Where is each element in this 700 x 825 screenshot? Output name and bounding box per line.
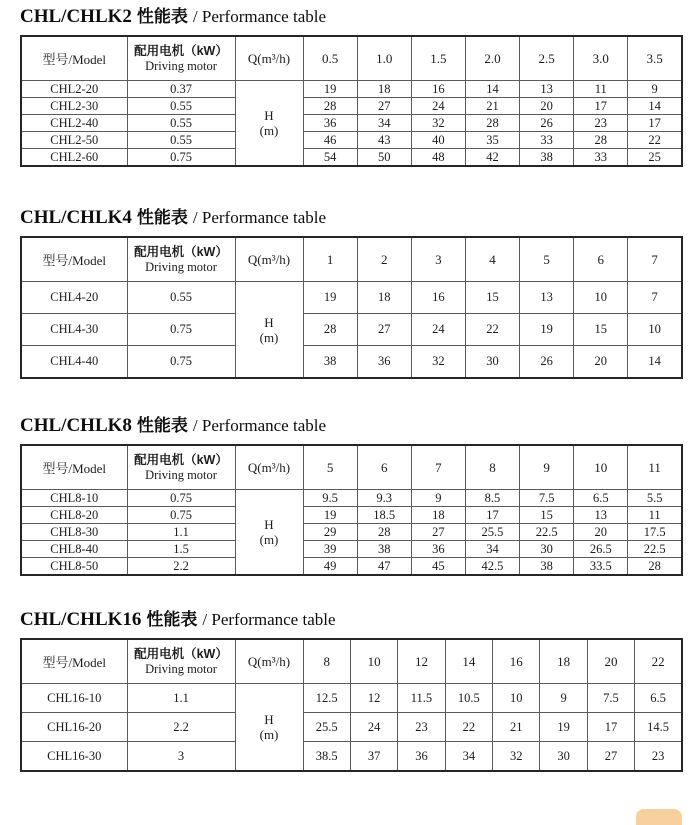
head-value-cell: 47 — [357, 558, 411, 576]
section-title-model-code: CHL/CHLK4 — [20, 207, 132, 228]
head-value-cell: 32 — [411, 346, 465, 379]
head-value-cell: 38 — [520, 558, 574, 576]
head-symbol: H — [264, 712, 274, 727]
head-symbol: H — [264, 108, 274, 123]
header-model: 型号/Model — [21, 237, 127, 282]
head-value-cell: 43 — [357, 132, 411, 149]
head-value-cell: 34 — [445, 742, 492, 772]
header-q-value: 5 — [520, 237, 574, 282]
head-value-cell: 32 — [411, 115, 465, 132]
model-cell: CHL16-10 — [21, 684, 127, 713]
performance-table — [20, 638, 683, 772]
head-value-cell: 48 — [411, 149, 465, 167]
head-unit: (m) — [259, 727, 279, 742]
performance-table — [20, 236, 683, 379]
header-q-value: 5 — [303, 445, 357, 490]
header-row — [21, 36, 682, 81]
head-value-cell: 26 — [520, 115, 574, 132]
table-row — [21, 314, 682, 346]
motor-power-cell: 0.75 — [127, 314, 235, 346]
head-value-cell: 11.5 — [398, 684, 445, 713]
head-value-cell: 19 — [303, 507, 357, 524]
header-q-value: 10 — [574, 445, 628, 490]
head-value-cell: 38 — [520, 149, 574, 167]
head-value-cell: 20 — [520, 98, 574, 115]
section-title-en: / Performance table — [192, 416, 327, 435]
head-value-cell: 17 — [574, 98, 628, 115]
head-value-cell: 28 — [574, 132, 628, 149]
head-value-cell: 19 — [520, 314, 574, 346]
header-driving-motor — [127, 237, 235, 282]
head-value-cell: 23 — [635, 742, 682, 772]
motor-power-cell: 0.37 — [127, 81, 235, 98]
head-value-cell: 18 — [357, 282, 411, 314]
head-value-cell: 14.5 — [635, 713, 682, 742]
model-cell: CHL8-40 — [21, 541, 127, 558]
head-symbol: H — [264, 517, 274, 532]
head-value-cell: 10.5 — [445, 684, 492, 713]
head-value-cell: 38.5 — [303, 742, 350, 772]
head-value-cell: 14 — [628, 346, 682, 379]
head-unit: (m) — [259, 329, 279, 345]
head-value-cell: 29 — [303, 524, 357, 541]
model-cell: CHL4-20 — [21, 282, 127, 314]
header-flow-q: Q(m³/h) — [235, 445, 303, 490]
table-row — [21, 558, 682, 576]
motor-power-cell: 0.75 — [127, 346, 235, 379]
header-q-value: 12 — [398, 639, 445, 684]
head-value-cell: 33 — [520, 132, 574, 149]
head-value-cell: 10 — [574, 282, 628, 314]
model-cell: CHL2-50 — [21, 132, 127, 149]
head-value-cell: 40 — [411, 132, 465, 149]
head-value-cell: 5.5 — [628, 490, 682, 507]
head-value-cell: 33 — [574, 149, 628, 167]
head-value-cell: 8.5 — [465, 490, 519, 507]
head-value-cell: 13 — [574, 507, 628, 524]
model-cell: CHL16-30 — [21, 742, 127, 772]
head-value-cell: 21 — [493, 713, 540, 742]
header-q-value: 8 — [465, 445, 519, 490]
head-value-cell: 18 — [411, 507, 465, 524]
section-title-cn: 性能表 — [136, 416, 188, 435]
head-value-cell: 17.5 — [628, 524, 682, 541]
section-title — [20, 415, 683, 436]
head-value-cell: 36 — [357, 346, 411, 379]
header-q-value: 11 — [628, 445, 682, 490]
head-unit-cell — [235, 684, 303, 772]
head-value-cell: 26.5 — [574, 541, 628, 558]
model-cell: CHL2-60 — [21, 149, 127, 167]
model-cell: CHL8-20 — [21, 507, 127, 524]
header-q-value: 16 — [493, 639, 540, 684]
section-title — [20, 6, 683, 27]
motor-power-cell: 0.55 — [127, 115, 235, 132]
head-value-cell: 12 — [350, 684, 397, 713]
head-value-cell: 26 — [520, 346, 574, 379]
head-value-cell: 32 — [493, 742, 540, 772]
head-value-cell: 28 — [303, 314, 357, 346]
head-value-cell: 24 — [350, 713, 397, 742]
header-row — [21, 237, 682, 282]
header-flow-q: Q(m³/h) — [235, 36, 303, 81]
table-row — [21, 98, 682, 115]
head-value-cell: 14 — [628, 98, 682, 115]
model-cell: CHL2-20 — [21, 81, 127, 98]
header-q-value: 14 — [445, 639, 492, 684]
header-q-value: 1.0 — [357, 36, 411, 81]
header-driving-motor-en: Driving motor — [145, 468, 217, 482]
head-value-cell: 17 — [465, 507, 519, 524]
head-value-cell: 30 — [465, 346, 519, 379]
header-flow-q: Q(m³/h) — [235, 237, 303, 282]
table-row — [21, 81, 682, 98]
table-row — [21, 346, 682, 379]
motor-power-cell: 0.55 — [127, 282, 235, 314]
head-value-cell: 16 — [411, 282, 465, 314]
head-value-cell: 38 — [357, 541, 411, 558]
head-value-cell: 7.5 — [587, 684, 634, 713]
head-value-cell: 11 — [574, 81, 628, 98]
head-value-cell: 15 — [465, 282, 519, 314]
table-row — [21, 507, 682, 524]
head-value-cell: 10 — [628, 314, 682, 346]
header-driving-motor — [127, 639, 235, 684]
head-value-cell: 24 — [411, 314, 465, 346]
head-unit: (m) — [259, 123, 279, 138]
header-q-value: 20 — [587, 639, 634, 684]
section-title-cn: 性能表 — [136, 7, 188, 26]
performance-table-section — [20, 6, 683, 167]
header-driving-motor-cn: 配用电机（kW） — [134, 44, 228, 58]
head-value-cell: 17 — [628, 115, 682, 132]
header-q-value: 3.0 — [574, 36, 628, 81]
head-value-cell: 13 — [520, 81, 574, 98]
head-value-cell: 13 — [520, 282, 574, 314]
header-q-value: 3.5 — [628, 36, 682, 81]
head-value-cell: 33.5 — [574, 558, 628, 576]
header-model: 型号/Model — [21, 445, 127, 490]
model-cell: CHL4-40 — [21, 346, 127, 379]
head-value-cell: 16 — [411, 81, 465, 98]
head-value-cell: 27 — [587, 742, 634, 772]
header-q-value: 6 — [574, 237, 628, 282]
motor-power-cell: 1.5 — [127, 541, 235, 558]
head-value-cell: 9 — [411, 490, 465, 507]
header-driving-motor-en: Driving motor — [145, 59, 217, 73]
head-unit-cell — [235, 490, 303, 576]
header-q-value: 1 — [303, 237, 357, 282]
header-q-value: 9 — [520, 445, 574, 490]
table-row — [21, 742, 682, 772]
head-value-cell: 18.5 — [357, 507, 411, 524]
header-driving-motor — [127, 36, 235, 81]
header-q-value: 6 — [357, 445, 411, 490]
table-row — [21, 132, 682, 149]
head-value-cell: 25 — [628, 149, 682, 167]
head-value-cell: 34 — [465, 541, 519, 558]
table-row — [21, 490, 682, 507]
performance-table — [20, 35, 683, 167]
head-unit-cell — [235, 282, 303, 379]
head-value-cell: 38 — [303, 346, 357, 379]
head-value-cell: 15 — [520, 507, 574, 524]
header-q-value: 3 — [411, 237, 465, 282]
header-driving-motor — [127, 445, 235, 490]
head-value-cell: 42.5 — [465, 558, 519, 576]
head-value-cell: 54 — [303, 149, 357, 167]
motor-power-cell: 0.55 — [127, 132, 235, 149]
header-q-value: 10 — [350, 639, 397, 684]
head-value-cell: 39 — [303, 541, 357, 558]
section-title-model-code: CHL/CHLK16 — [20, 609, 142, 630]
head-value-cell: 6.5 — [574, 490, 628, 507]
table-row — [21, 149, 682, 167]
head-value-cell: 37 — [350, 742, 397, 772]
head-unit-cell — [235, 81, 303, 167]
head-value-cell: 6.5 — [635, 684, 682, 713]
table-row — [21, 541, 682, 558]
header-q-value: 0.5 — [303, 36, 357, 81]
section-title-en: / Performance table — [192, 208, 327, 227]
head-value-cell: 22.5 — [520, 524, 574, 541]
head-value-cell: 25.5 — [465, 524, 519, 541]
section-title — [20, 609, 683, 630]
head-value-cell: 15 — [574, 314, 628, 346]
head-value-cell: 24 — [411, 98, 465, 115]
header-row — [21, 639, 682, 684]
table-row — [21, 115, 682, 132]
model-cell: CHL8-30 — [21, 524, 127, 541]
header-q-value: 4 — [465, 237, 519, 282]
head-value-cell: 50 — [357, 149, 411, 167]
model-cell: CHL2-40 — [21, 115, 127, 132]
head-value-cell: 14 — [465, 81, 519, 98]
head-value-cell: 42 — [465, 149, 519, 167]
head-value-cell: 27 — [357, 314, 411, 346]
table-row — [21, 524, 682, 541]
head-value-cell: 25.5 — [303, 713, 350, 742]
head-value-cell: 20 — [574, 524, 628, 541]
head-value-cell: 18 — [357, 81, 411, 98]
head-value-cell: 22 — [465, 314, 519, 346]
head-value-cell: 9.5 — [303, 490, 357, 507]
header-q-value: 2.5 — [520, 36, 574, 81]
head-value-cell: 9 — [628, 81, 682, 98]
head-value-cell: 45 — [411, 558, 465, 576]
watermark-fragment — [636, 809, 682, 825]
head-value-cell: 7 — [628, 282, 682, 314]
header-driving-motor-cn: 配用电机（kW） — [134, 647, 228, 661]
motor-power-cell: 2.2 — [127, 558, 235, 576]
header-model: 型号/Model — [21, 36, 127, 81]
header-row — [21, 445, 682, 490]
table-row — [21, 713, 682, 742]
head-value-cell: 36 — [398, 742, 445, 772]
head-value-cell: 21 — [465, 98, 519, 115]
head-value-cell: 19 — [540, 713, 587, 742]
head-value-cell: 23 — [398, 713, 445, 742]
head-value-cell: 28 — [303, 98, 357, 115]
performance-table-section — [20, 415, 683, 576]
head-value-cell: 22.5 — [628, 541, 682, 558]
performance-table-section — [20, 207, 683, 379]
header-q-value: 2.0 — [465, 36, 519, 81]
head-value-cell: 11 — [628, 507, 682, 524]
head-value-cell: 49 — [303, 558, 357, 576]
head-value-cell: 19 — [303, 282, 357, 314]
motor-power-cell: 3 — [127, 742, 235, 772]
head-value-cell: 9 — [540, 684, 587, 713]
head-symbol: H — [264, 314, 274, 330]
head-unit: (m) — [259, 532, 279, 547]
head-value-cell: 36 — [411, 541, 465, 558]
header-q-value: 1.5 — [411, 36, 465, 81]
model-cell: CHL8-10 — [21, 490, 127, 507]
head-value-cell: 28 — [465, 115, 519, 132]
header-q-value: 8 — [303, 639, 350, 684]
header-driving-motor-cn: 配用电机（kW） — [134, 453, 228, 467]
head-value-cell: 7.5 — [520, 490, 574, 507]
header-q-value: 7 — [411, 445, 465, 490]
header-driving-motor-cn: 配用电机（kW） — [134, 245, 228, 259]
motor-power-cell: 0.55 — [127, 98, 235, 115]
performance-table — [20, 444, 683, 576]
head-value-cell: 19 — [303, 81, 357, 98]
header-driving-motor-en: Driving motor — [145, 260, 217, 274]
head-value-cell: 28 — [357, 524, 411, 541]
header-model: 型号/Model — [21, 639, 127, 684]
header-flow-q: Q(m³/h) — [235, 639, 303, 684]
head-value-cell: 27 — [411, 524, 465, 541]
head-value-cell: 22 — [628, 132, 682, 149]
head-value-cell: 28 — [628, 558, 682, 576]
section-title-model-code: CHL/CHLK2 — [20, 6, 132, 27]
model-cell: CHL2-30 — [21, 98, 127, 115]
motor-power-cell: 0.75 — [127, 490, 235, 507]
motor-power-cell: 1.1 — [127, 524, 235, 541]
motor-power-cell: 0.75 — [127, 149, 235, 167]
section-title-en: / Performance table — [192, 7, 327, 26]
motor-power-cell: 1.1 — [127, 684, 235, 713]
head-value-cell: 34 — [357, 115, 411, 132]
header-q-value: 22 — [635, 639, 682, 684]
head-value-cell: 46 — [303, 132, 357, 149]
header-q-value: 7 — [628, 237, 682, 282]
model-cell: CHL4-30 — [21, 314, 127, 346]
head-value-cell: 10 — [493, 684, 540, 713]
performance-table-section — [20, 609, 683, 772]
section-title-en: / Performance table — [202, 610, 336, 629]
head-value-cell: 22 — [445, 713, 492, 742]
head-value-cell: 30 — [540, 742, 587, 772]
motor-power-cell: 2.2 — [127, 713, 235, 742]
section-title-model-code: CHL/CHLK8 — [20, 415, 132, 436]
head-value-cell: 30 — [520, 541, 574, 558]
head-value-cell: 27 — [357, 98, 411, 115]
motor-power-cell: 0.75 — [127, 507, 235, 524]
table-row — [21, 282, 682, 314]
head-value-cell: 20 — [574, 346, 628, 379]
head-value-cell: 12.5 — [303, 684, 350, 713]
head-value-cell: 35 — [465, 132, 519, 149]
header-q-value: 18 — [540, 639, 587, 684]
section-title — [20, 207, 683, 228]
head-value-cell: 17 — [587, 713, 634, 742]
model-cell: CHL16-20 — [21, 713, 127, 742]
head-value-cell: 36 — [303, 115, 357, 132]
header-q-value: 2 — [357, 237, 411, 282]
model-cell: CHL8-50 — [21, 558, 127, 576]
head-value-cell: 9.3 — [357, 490, 411, 507]
section-title-cn: 性能表 — [146, 610, 198, 629]
section-title-cn: 性能表 — [136, 208, 188, 227]
head-value-cell: 23 — [574, 115, 628, 132]
table-row — [21, 684, 682, 713]
header-driving-motor-en: Driving motor — [145, 662, 217, 676]
